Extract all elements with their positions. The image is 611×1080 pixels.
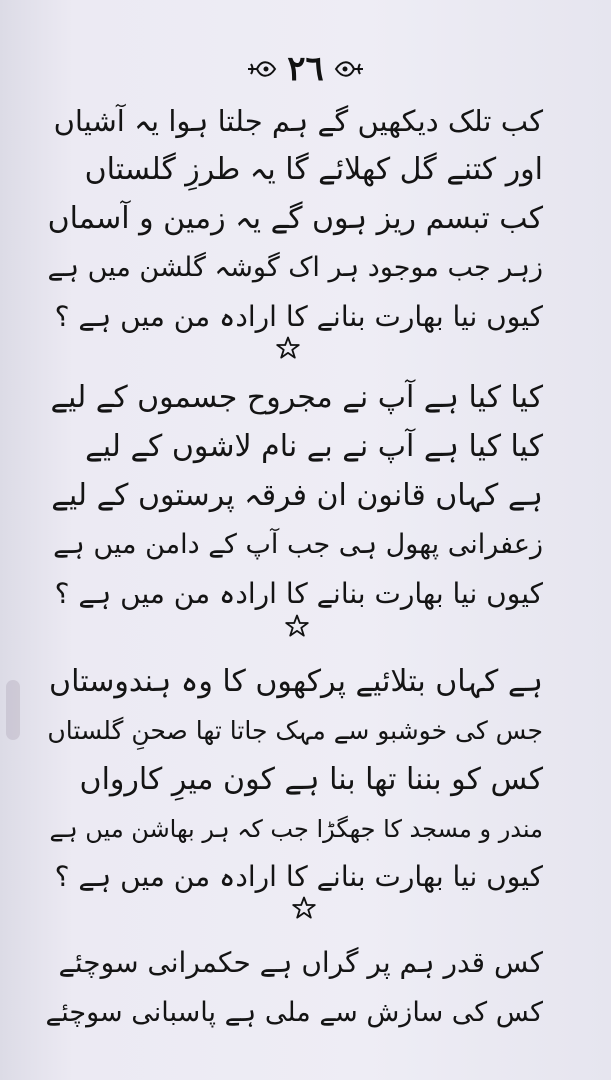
floral-ornament-icon (332, 54, 366, 84)
verse-line-refrain: کیوں نیا بھارت بنانے کا ارادہ من میں ہے ؟ (54, 577, 543, 610)
verse-line: کب تلک دیکھیں گے ہم جلتا ہوا یہ آشیاں (53, 104, 543, 138)
verse-line-refrain: کیوں نیا بھارت بنانے کا ارادہ من میں ہے ؟ (54, 860, 543, 893)
floral-ornament-icon (245, 54, 279, 84)
verse-line: کس قدر ہم پر گراں ہے حکمرانی سوچئے (58, 946, 543, 979)
verse-line: زعفرانی پھول ہی جب آپ کے دامن میں ہے (53, 529, 543, 560)
verse-line-refrain: کیوں نیا بھارت بنانے کا ارادہ من میں ہے ؟ (54, 300, 543, 333)
verse-line: کس کی سازش سے ملی ہے پاسبانی سوچئے (45, 997, 543, 1028)
page-number: ۲٦ (287, 49, 324, 89)
verse-line: ہے کہاں بتلائیے پرکھوں کا وہ ہندوستاں (49, 664, 543, 699)
verse-line: کس کو بننا تھا بنا ہے کون میرِ کارواں (79, 762, 543, 797)
verse-line: اور کتنے گل کھلائے گا یہ طرزِ گلستاں (84, 152, 543, 187)
star-outline-icon (285, 614, 309, 638)
page-header (0, 44, 611, 94)
verse-line: مندر و مسجد کا جھگڑا جب کہ ہر بھاشن میں ہے (49, 815, 543, 843)
verse-line: کیا کیا ہے آپ نے بے نام لاشوں کے لیے (85, 429, 543, 464)
verse-line: جس کی خوشبو سے مہک جاتا تھا صحنِ گلستاں (47, 716, 543, 745)
verse-line: زہر جب موجود ہر اک گوشہ گلشن میں ہے (47, 252, 543, 283)
verse-line: ہے کہاں قانون ان فرقہ پرستوں کے لیے (51, 478, 543, 513)
verse-line: کیا کیا ہے آپ نے مجروح جسموں کے لیے (50, 380, 543, 415)
star-outline-icon (276, 336, 300, 360)
verse-line: کب تبسم ریز ہوں گے یہ زمین و آسماں (47, 201, 543, 236)
page-edge-shadow (6, 680, 20, 740)
star-outline-icon (292, 896, 316, 920)
